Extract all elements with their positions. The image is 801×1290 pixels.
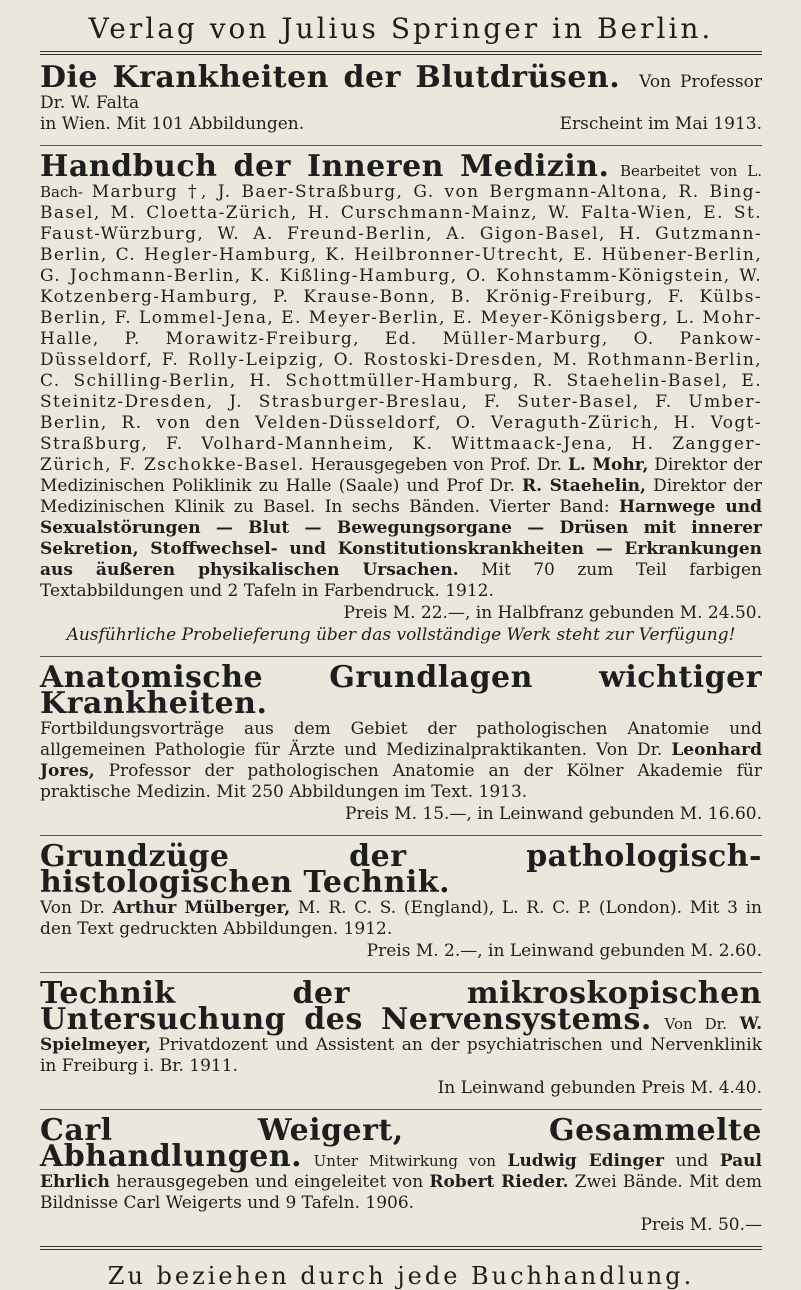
entry5-desc: Privatdozent und Assistent an der psychiatrischen und Nervenklinik in Freiburg i. Br. 1911.: [40, 1035, 762, 1076]
footer-divider: [40, 1246, 762, 1250]
entry6-desc2: herausgegeben und eingeleitet von: [116, 1172, 424, 1192]
entry6-title: Carl Weigert, Gesammelte Abhandlungen.: [40, 1113, 762, 1174]
entry2-title: Handbuch der Inneren Medizin.: [40, 149, 610, 184]
entry2-note: Ausführliche Probelieferung über das vollständige Werk steht zur Verfügung!: [66, 625, 736, 645]
entry4-by: Von Dr.: [40, 898, 105, 918]
entry2-editor2: R. Staehelin,: [521, 476, 646, 496]
entry5-title: Technik der mikroskopischen Untersuchung des Nervensystems.: [40, 976, 762, 1037]
entry-histologische-technik: [40, 839, 762, 962]
entry1-title: Die Krankheiten der Blutdrüsen.: [40, 60, 621, 95]
entry2-volume-details: Mit 70 zum Teil farbigen Textabbildungen und 2 Tafeln in Farbendruck. 1912.: [40, 560, 763, 601]
entry6-desc3: Zwei Bände. Mit dem Bildnisse Carl Weigerts und 9 Tafeln. 1906.: [40, 1172, 763, 1213]
entry1-author: Von Professor Dr. W. Falta: [40, 72, 763, 113]
entry1-place: in Wien.: [40, 114, 111, 134]
entry3-author: Leonhard Jores,: [40, 740, 763, 781]
advertisement-page: [40, 12, 762, 1290]
divider: [40, 972, 762, 973]
entry5-author: W. Spielmeyer,: [40, 1014, 762, 1055]
entry6-desc1: Unter Mitwirkung von: [313, 1152, 496, 1170]
entry-anatomische-grundlagen: [40, 660, 763, 825]
divider: [40, 656, 762, 657]
entry6-person3: Robert Rieder.: [429, 1172, 569, 1192]
entry6-person1: Ludwig Edinger: [507, 1151, 665, 1171]
entry2-editor1: L. Mohr,: [567, 455, 649, 475]
entry-handbuch: [40, 149, 763, 646]
divider: [40, 835, 762, 836]
header-divider: [40, 51, 762, 55]
divider: [40, 145, 762, 146]
entry3-title: Anatomische Grundlagen wichtiger Krankheiten.: [40, 660, 762, 721]
entry-blutdruesen: [40, 60, 763, 135]
entry6-and: und: [675, 1151, 709, 1171]
entry-weigert: [40, 1113, 763, 1236]
entry3-price: Preis M. 15.—, in Leinwand gebunden M. 16.60.: [345, 804, 762, 824]
entry6-person2: Paul Ehrlich: [40, 1151, 762, 1192]
entry1-illustrations: Mit 101 Abbildungen.: [116, 114, 305, 134]
entry1-release: Erscheint im Mai 1913.: [559, 114, 762, 134]
entry2-volume-topics: Harnwege und Sexualstörungen — Blut — Bewegungsorgane — Drüsen mit innerer Sekretion, Stoffwechsel- und Konstitutionskrankheiten — Erkrankungen aus äußeren physikalischen Ursachen.: [40, 497, 762, 580]
footer-note: Zu beziehen durch jede Buchhandlung.: [107, 1262, 695, 1290]
entry3-desc1: Fortbildungsvorträge aus dem Gebiet der pathologischen Anatomie und allgemeinen Pathologie für Ärzte und Medizinalpraktikanten. Von Dr.: [40, 719, 762, 760]
entry2-editor1-role: Direktor der Medizinischen Poliklinik zu Halle (Saale) und Prof Dr.: [40, 455, 763, 496]
entry4-desc: M. R. C. S. (England), L. R. C. P. (London). Mit 3 in den Text gedruckten Abbildungen. 1912.: [40, 898, 762, 939]
entry6-price: Preis M. 50.—: [640, 1215, 762, 1235]
entry3-desc2: Professor der pathologischen Anatomie an der Kölner Akademie für praktische Medizin. Mit 250 Abbildungen im Text. 1913.: [40, 761, 762, 802]
entry2-authors: Marburg †, J. Baer-Straßburg, G. von Bergmann-Altona, R. Bing-Basel, M. Cloetta-Zürich, H. Curschmann-Mainz, W. Falta-Wien, E. St. Faust-Würzburg, W. A. Freund-Berlin, A. Gigon-Basel, H. Gutzmann-Berlin, C. Hegler-Hamburg, K. Heilbronner-Utrecht, E. Hübener-Berlin, G. Jochmann-Berlin, K. Kißling-Hamburg, O. Kohnstamm-Königstein, W. Kotzenberg-Hamburg, P. Krause-Bonn, B. Krönig-Freiburg, F. Külbs-Berlin, F. Lommel-Jena, E. Meyer-Berlin, E. Meyer-Königsberg, L. Mohr-Halle, P. Morawitz-Freiburg, Ed. Müller-Marburg, O. Pankow-Düsseldorf, F. Rolly-Leipzig, O. Rostoski-Dresden, M. Rothmann-Berlin, C. Schilling-Berlin, H. Schottmüller-Hamburg, R. Staehelin-Basel, E. Steinitz-Dresden, J. Strasburger-Breslau, F. Suter-Basel, F. Umber-Berlin, R. von den Velden-Düsseldorf, O. Veraguth-Zürich, H. Vogt-Straßburg, F. Volhard-Mannheim, K. Wittmaack-Jena, H. Zangger-Zürich, F. Zschokke-Basel.: [40, 182, 763, 475]
entry5-price: In Leinwand gebunden Preis M. 4.40.: [437, 1078, 762, 1098]
entry2-editors-intro: Herausgegeben von Prof. Dr.: [310, 455, 563, 475]
publisher-header: Verlag von Julius Springer in Berlin.: [88, 12, 714, 45]
entry2-editor2-role: Direktor der Medizinischen Klinik zu Basel. In sechs Bänden.: [40, 476, 762, 517]
entry4-price: Preis M. 2.—, in Leinwand gebunden M. 2.60.: [366, 941, 762, 961]
entry2-price: Preis M. 22.—, in Halbfranz gebunden M. 24.50.: [343, 603, 762, 623]
entry-nervensystem: [40, 976, 762, 1099]
divider: [40, 1109, 762, 1110]
entry4-title: Grundzüge der pathologisch-histologischen Technik.: [40, 839, 762, 900]
entry5-by: Von Dr.: [664, 1015, 727, 1033]
entry4-author: Arthur Mülberger,: [112, 898, 291, 918]
entry2-volume-intro: Vierter Band:: [489, 497, 610, 517]
entry2-edited-by: Bearbeitet von L. Bach-: [40, 162, 762, 201]
